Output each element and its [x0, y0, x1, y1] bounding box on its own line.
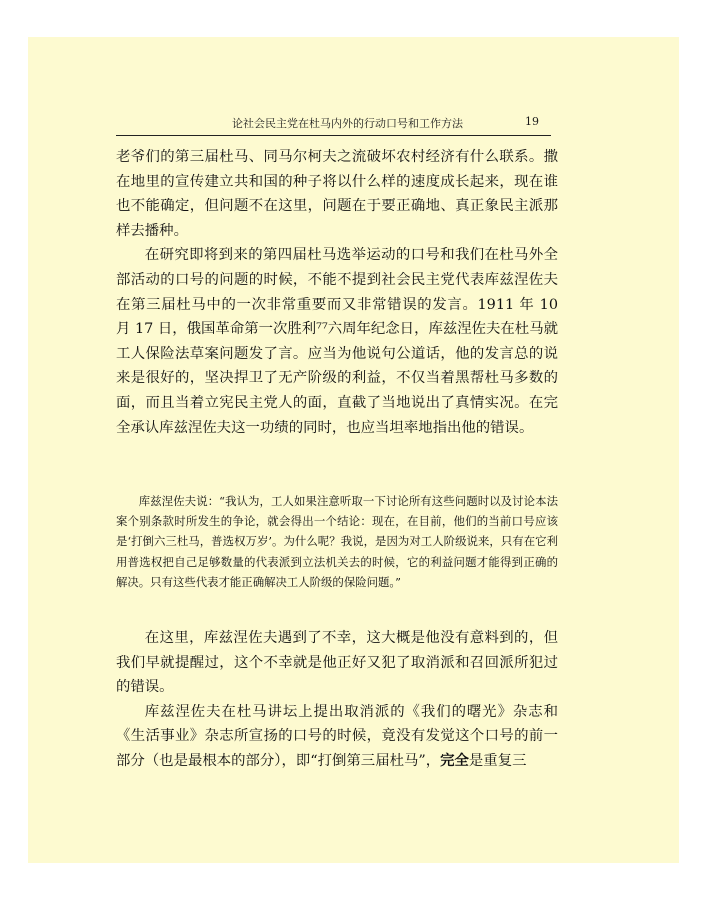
block-quote — [116, 491, 558, 592]
body-block-bottom — [116, 626, 558, 774]
emphasis-complete: 完全 — [440, 751, 469, 769]
running-title: 论社会民主党在杜马内外的行动口号和工作方法 — [232, 117, 463, 130]
paragraph-1: 老爷们的第三届杜马、同马尔柯夫之流破坏农村经济有什么联系。撒在地里的宣传建立共和国的种子将以什么样的速度成长起来，现在谁也不能确定，但问题不在这里，问题在于要正确地、真正象民主派那样去播种。 — [116, 149, 558, 239]
page-header — [116, 112, 551, 136]
paragraph-2: 在研究即将到来的第四届杜马选举运动的口号和我们在杜马外全部活动的口号的问题的时候，不能不提到社会民主党代表库兹涅佐夫在第三届杜马中的一次非常重要而又非常错误的发言。1911 年 10 月 17 日，俄国革命第一次胜利⁷⁷六周年纪念日，库兹涅佐夫在杜马就工人保险法草案问题发了言。应当为他说句公道话，他的发言总的说来是很好的，坚决捍卫了无产阶级的利益，不仅当着黑帮杜马多数的面，而且当着立宪民主党人的面，直截了当地说出了真情实况。在完全承认库兹涅佐夫这一功绩的同时，也应当坦率地指出他的错误。 — [116, 247, 558, 436]
paragraph-4-end: 是重复三 — [468, 752, 527, 769]
paragraph-4-start: 库兹涅佐夫在杜马讲坛上提出取消派的《我们的曙光》杂志和《生活事业》杂志所宣扬的口号的时候，竟没有发觉这个口号的前一部分（也是最根本的部分），即“打倒第三届杜马”， — [116, 703, 558, 769]
header-rule — [116, 135, 551, 136]
paragraph-3: 在这里，库兹涅佐夫遇到了不幸，这大概是他没有意料到的，但我们早就提醒过，这个不幸就是他正好又犯了取消派和召回派所犯过的错误。 — [116, 630, 558, 696]
paragraph-4 — [116, 700, 558, 774]
body-block-top — [116, 145, 558, 440]
quote-paragraph: 库兹涅佐夫说：“我认为，工人如果注意听取一下讨论所有这些问题时以及讨论本法案个别条款时所发生的争论，就会得出一个结论：现在，在目前，他们的当前口号应该是‘打倒六三杜马，普选权万岁’。为什么呢？我说，是因为对工人阶级说来，只有在它利用普选权把自己足够数量的代表派到立法机关去的时候，它的利益问题才能得到正确的解决。只有这些代表才能正确解决工人阶级的保险问题。” — [116, 494, 558, 589]
page-number: 19 — [525, 115, 539, 128]
